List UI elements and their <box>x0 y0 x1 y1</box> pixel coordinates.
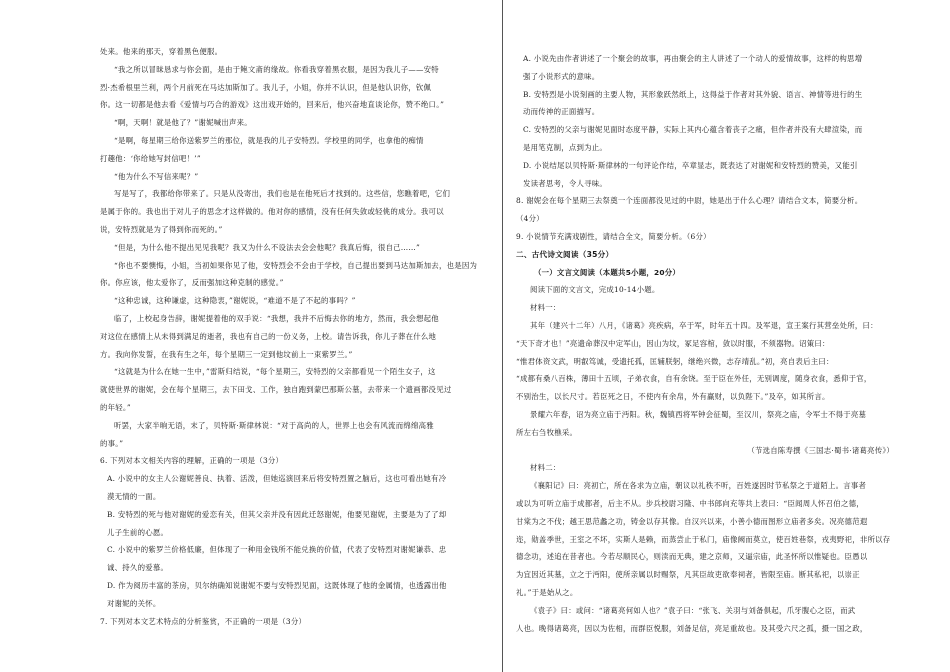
left-text-line: 的事。” <box>100 438 124 448</box>
left-text-line: B. 安特烈的死与他对谢妮的爱恋有关，但其父亲并没有因此迁怒谢妮，他要见谢妮，主要是为了了却 <box>107 509 447 519</box>
right-text-line: 礼。”于是始从之。 <box>516 587 578 597</box>
left-text-line: 6. 下列对本文相关内容的理解，正确的一项是（3分） <box>100 456 284 466</box>
left-text-line: “这种忠诚，这种谦虚，这种隐衷，”谢妮说，“难道不是了不起的事吗？” <box>114 296 356 306</box>
left-text-line: 对谢妮的关怀。 <box>107 598 161 608</box>
right-text-line: “惟君体资文武，明叡笃诚，受遗托孤，匡辅朕躬，继绝兴微，志存靖乱。”初，亮自表后主曰： <box>516 356 834 366</box>
right-text-line: 所左右刍牧樵采。 <box>516 427 578 437</box>
left-text-line: 7. 下列对本文艺术特点的分析鉴赏，不正确的一项是（3分） <box>100 616 307 626</box>
left-text-line: D. 作为阅历丰富的茶房，贝尔纳确知说谢妮不要与安特烈见面，这既体现了他的金属情，也透露出他 <box>107 580 447 590</box>
left-text-line: 你。你应该，他太爱你了，反而强加这种克制的感觉。” <box>100 278 284 288</box>
left-column <box>100 0 488 672</box>
left-text-line: 写是写了，我都给你带来了。只是从没寄出，我们也是在他死后才找到的。这些信，您瞧着吧，它们 <box>114 189 451 199</box>
left-text-line: 方。我向你发誓，在我有生之年，每个星期三一定到他坟前上一束紫罗兰。” <box>100 349 353 359</box>
left-text-line: 说，安特烈就是为了得到你而死的。” <box>100 224 223 234</box>
right-text-line: 德念功，述追在昔者也。今若尽顺民心，则渎而无典，建之京师，又逼宗庙，此圣怀所以惟疑也。臣愚以 <box>516 552 868 562</box>
left-text-block <box>100 0 488 630</box>
left-text-line: 儿子生前的心愿。 <box>107 527 169 537</box>
right-text-line: 人也。晚得诸葛亮，因以为佐相，而群臣悦服，刘备足信，亮足重故也。及其受六尺之孤，摄一国之政， <box>516 623 868 633</box>
right-text-line: “成都有桑八百株，薄田十五顷，子弟衣食，自有余饶。至于臣在外任，无别调度，随身衣食，悉仰于官， <box>516 374 872 384</box>
right-text-line: D. 小说结尾以贝特斯·斯律林的一句评论作结，卒章显志，既表达了对谢妮和安特烈的赞美，又能引 <box>523 160 858 170</box>
left-text-line: 处来。他来的那天，穿着黑色便服。 <box>100 47 223 56</box>
right-text-line: 迩，勋盖季世，王室之不坏，实斯人是赖，而蒸尝止于私门，庙像阙而莫立，使百姓巷祭，戎夷野祀，非所以存 <box>516 534 891 544</box>
left-text-line: “这就是为什么在她一生中，”雷斯归结说，“每个星期三，安特烈的父亲都看见一个陌生女子，这 <box>114 367 436 377</box>
left-text-line: “但是，为什么他不提出见见我呢？我又为什么不设法去会会他呢？我真后悔，很自己……” <box>114 242 421 252</box>
right-text-line: 不别治生，以长尺寸。若臣死之日，不使内有余帛，外有赢财，以负陛下。”及卒，如其所言。 <box>516 392 830 402</box>
right-text-line: 9. 小说情节充满戏剧性，请结合全文，简要分析。（6分） <box>516 231 711 241</box>
left-text-line: 临了，上校起身告辞，谢妮提着他的双手说：“我想，我并不后悔去你的地方，然而，我会想起他 <box>114 313 439 323</box>
left-text-line: 你。这一切都是他去看《爱情与巧合的游戏》这出戏开始的，回来后，他兴奋地直谈论你，赞不绝口。” <box>100 100 445 110</box>
right-text-line: 其年（建兴十二年）八月，《诸葛》亮疾病，卒于军，时年五十四。及军退，宣王案行其营垒处所，曰： <box>530 320 878 330</box>
left-text-line: “你也不要懊悔，小姐，当初如果你见了他，安特烈会不会由于学校，自己提出要到马达加斯加去，也是因为 <box>114 260 478 270</box>
right-text-line: 甘棠为之不伐；越王思范蠡之功，铸金以存其像。自汉兴以来，小善小德而图形立庙者多矣。况亮德范遐 <box>516 516 868 526</box>
left-text-line: C. 小说中的紫罗兰价格低廉，但体现了一种用金钱所不能兑换的价值，代表了安特烈对谢妮谦恭、忠 <box>107 545 447 555</box>
right-text-line: C. 安特烈的父亲与谢妮见面时态度平静，实际上其内心蕴含着丧子之痛，但作者并没有大肆渲染，而 <box>523 125 863 135</box>
right-text-line: 景耀六年春，诏为亮立庙于沔阳。秋，魏镇西将军钟会征蜀，至汉川，祭亮之庙，令军士不得于亮墓 <box>530 409 867 419</box>
right-text-line: “天下奇才也！”亮遗命葬汉中定军山，因山为坟，冢足容棺，敛以时服，不须器物。诏策曰： <box>516 338 830 348</box>
right-text-line: 材料二： <box>530 463 561 473</box>
right-text-line: 二、古代诗文阅读（35分） <box>516 249 614 259</box>
right-text-line: （节选自陈寿撰《三国志·蜀书·诸葛亮传》） <box>747 445 894 455</box>
left-text-line: 诚、持久的爱慕。 <box>107 563 169 573</box>
right-text-line: 阅读下面的文言文，完成10-14小题。 <box>530 285 660 295</box>
left-text-line: 烈·杰希根里兰利，两个月前死在马达加斯加了。我儿子，小姐，你并不认识，但是他认识你，钦佩 <box>100 82 432 92</box>
right-text-line: 材料一： <box>530 303 561 313</box>
right-text-block <box>516 0 904 637</box>
right-text-line: 强了小说形式的意味。 <box>523 71 600 81</box>
left-text-line: “我之所以冒昧恳求与你会面，是由于鲍文斋的缘故。你看我穿着黑衣服，是因为我儿子——安特 <box>114 64 439 74</box>
left-text-line: “他为什么不写信来呢？” <box>114 171 199 181</box>
left-text-line: 对这位在感情上从未得到满足的逝者，我也有自己的一份义务，上校。请告诉我，你儿子葬在什么地 <box>100 331 437 341</box>
right-text-line: （4分） <box>516 214 544 224</box>
left-text-line: 的年轻。” <box>100 402 131 412</box>
right-text-line: （一）文言文阅读（本题共5小题，20分） <box>534 267 681 277</box>
left-text-line: 是属于你的。我也出于对儿子的思念才这样做的。他对你的感情，没有任何失敛或轻佻的成分。我可以 <box>100 207 444 217</box>
right-text-line: 《襄阳记》曰：亮初亡，所在各求为立庙，朝议以礼秩不听，百姓遂因时节私祭之于道陌上。言事者 <box>530 481 867 491</box>
right-text-line: A. 小说先由作者讲述了一个聚会的故事，再由聚会的主人讲述了一个动人的爱情故事，这样的构思增 <box>523 54 863 63</box>
left-text-line: “是啊，每星期三给你送紫罗兰的那位，就是我的儿子安特烈。学校里的同学，也拿他的痴情 <box>114 135 424 145</box>
right-text-line: 发读者思考，令人寻味。 <box>523 178 608 188</box>
left-text-line: A. 小说中的女主人公谢妮善良、执着、活泼，但她巡演回来后将安特烈置之脑后，这也可看出她有冷 <box>107 474 447 484</box>
right-text-line: B. 安特烈是小说刻画的主要人物，其形象跃然纸上，这得益于作者对其外貌、语言、神情等进行的生 <box>523 89 863 99</box>
left-text-line: “啊，天啊！就是他了？”谢妮喊出声来。 <box>114 118 252 128</box>
column-divider <box>502 0 503 672</box>
right-text-line: 为宜因近其墓，立之于沔阳，使所亲属以时赐祭，凡其臣故吏欲奉祠者，皆限至庙。断其私祀，以崇正 <box>516 570 860 580</box>
right-column <box>516 0 904 672</box>
right-text-line: 是用笔克制，点到为止。 <box>523 142 608 152</box>
left-text-line: 漠无情的一面。 <box>107 491 161 501</box>
right-text-line: 或以为可听立庙于成都者，后主不从。步兵校尉习隆、中书郎向充等共上表曰：“臣闻周人怀召伯之德， <box>516 498 864 508</box>
right-text-line: 动而传神的正面描写。 <box>523 107 600 117</box>
left-text-line: 打趣他：‘你给她写封信吧！’” <box>100 153 201 163</box>
left-text-line: 就使世界的谢妮，会在每个星期三，去下田戈、工作，独自跑到蒙巴那斯公墓，去带来一个遗画都没见过 <box>100 385 452 395</box>
right-text-line: 《袁子》曰：或问：“诸葛亮何如人也？”袁子曰：“张飞、关羽与刘备俱起，爪牙腹心之臣，而武 <box>530 605 856 615</box>
right-text-line: 8. 谢妮会在每个星期三去祭奠一个连面都没见过的中尉，她是出于什么心理？请结合文本，简要分析。 <box>516 196 863 206</box>
left-text-line: 听罢，大家半晌无语，末了，贝特斯·斯律林说：“对于高尚的人，世界上也会有风流而绵绵高雅 <box>114 420 434 430</box>
